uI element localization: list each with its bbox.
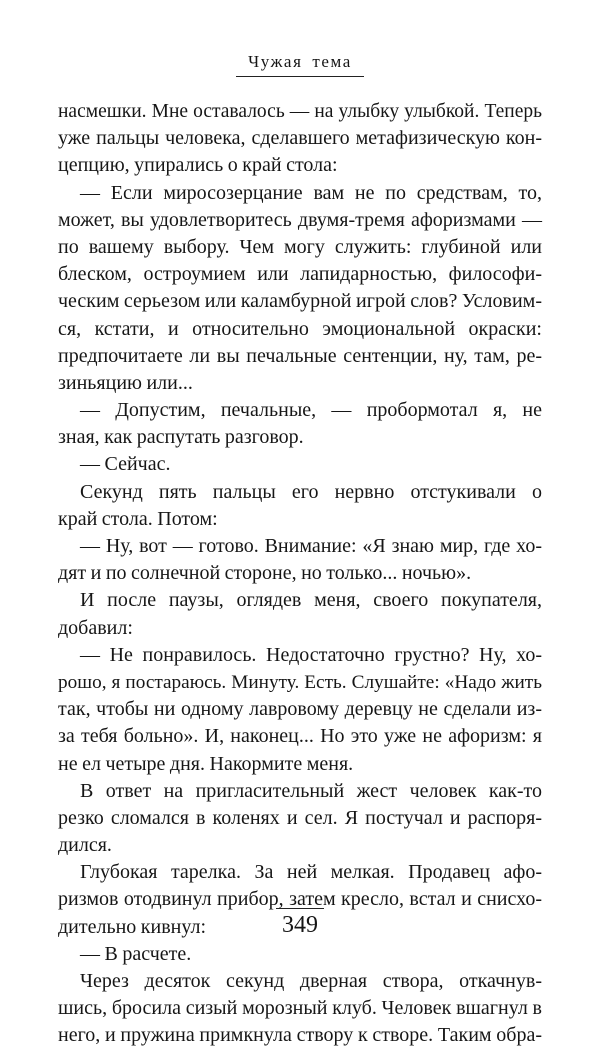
text-line: Секунд пять пальцы его нервно отстукивали о [80,480,542,503]
text-line: Через десяток секунд дверная створа, откачнув- [80,970,542,992]
text-line: — В расчете. [80,942,192,965]
text-line: ся, кстати, и относительно эмоциональной окраски: [58,317,542,340]
text-line: него, и пружина примкнула створу к створе. Таким обра- [58,1024,542,1047]
text-line: может, вы удовлетворитесь двумя-тремя афоризмами — [58,208,542,231]
running-head-title: Чужая тема [248,52,352,71]
text-line: насмешки. Мне оставалось — на улыбку улыбкой. Теперь [58,101,542,122]
text-line: край стола. Потом: [58,507,218,530]
text-line: по вашему выбору. Чем могу служить: глубиной или [58,235,542,258]
text-line: Глубокая тарелка. За ней мелкая. Продавец афо- [80,861,542,884]
text-line: зная, как распутать разговор. [58,426,304,449]
text-line: цепцию, упирались о край стола: [58,154,338,177]
text-line: блеском, остроумием или лапидарностью, философи- [58,263,542,286]
text-line: шись, бросила сизый морозный клуб. Человек вшагнул в [58,997,542,1020]
text-line: добавил: [58,616,133,639]
text-line: — Если миросозерцание вам не по средствам, то, [80,181,542,204]
text-line: В ответ на пригласительный жест человек как-то [80,779,542,802]
page-body-text [58,98,542,1050]
text-line: ризмов отодвинул прибор, затем кресло, встал и снисхо- [58,888,542,911]
text-line: — Не понравилось. Недостаточно грустно? Ну, хо- [80,643,542,666]
text-line: И после паузы, оглядев меня, своего покупателя, [80,589,542,612]
text-line: — Допустим, печальные, — пробормотал я, не [80,399,542,422]
text-line: дился. [58,834,112,857]
text-line: резко сломался в коленях и сел. Я постучал и распоря- [58,806,542,829]
text-line: — Сейчас. [80,453,171,476]
text-line: предпочитаете ли вы печальные сентенции, ну, там, ре- [58,344,542,367]
running-head-rule [236,76,364,77]
text-line: дят и по солнечной стороне, но только... ночью». [58,562,472,585]
text-line: не ел четыре дня. Накормите меня. [58,752,354,775]
text-line: так, чтобы ни одному лавровому деревцу не сделали из- [58,698,542,721]
text-line: дительно кивнул: [58,915,207,938]
text-line: — Ну, вот — готово. Внимание: «Я знаю мир, где хо- [80,535,542,557]
text-line: уже пальцы человека, сделавшего метафизическую кон- [58,127,542,150]
text-line: рошо, я постараюсь. Минуту. Есть. Слушайте: «Надо жить [58,671,542,693]
text-line: за тебя больно». И, наконец... Но это уже не афоризм: я [58,725,542,748]
text-line: ческим серьезом или каламбурной игрой слов? Условим- [58,290,542,313]
text-line: зиньяцию или... [58,371,193,394]
page-number-rule [276,908,324,909]
page-number: 349 [282,912,318,938]
